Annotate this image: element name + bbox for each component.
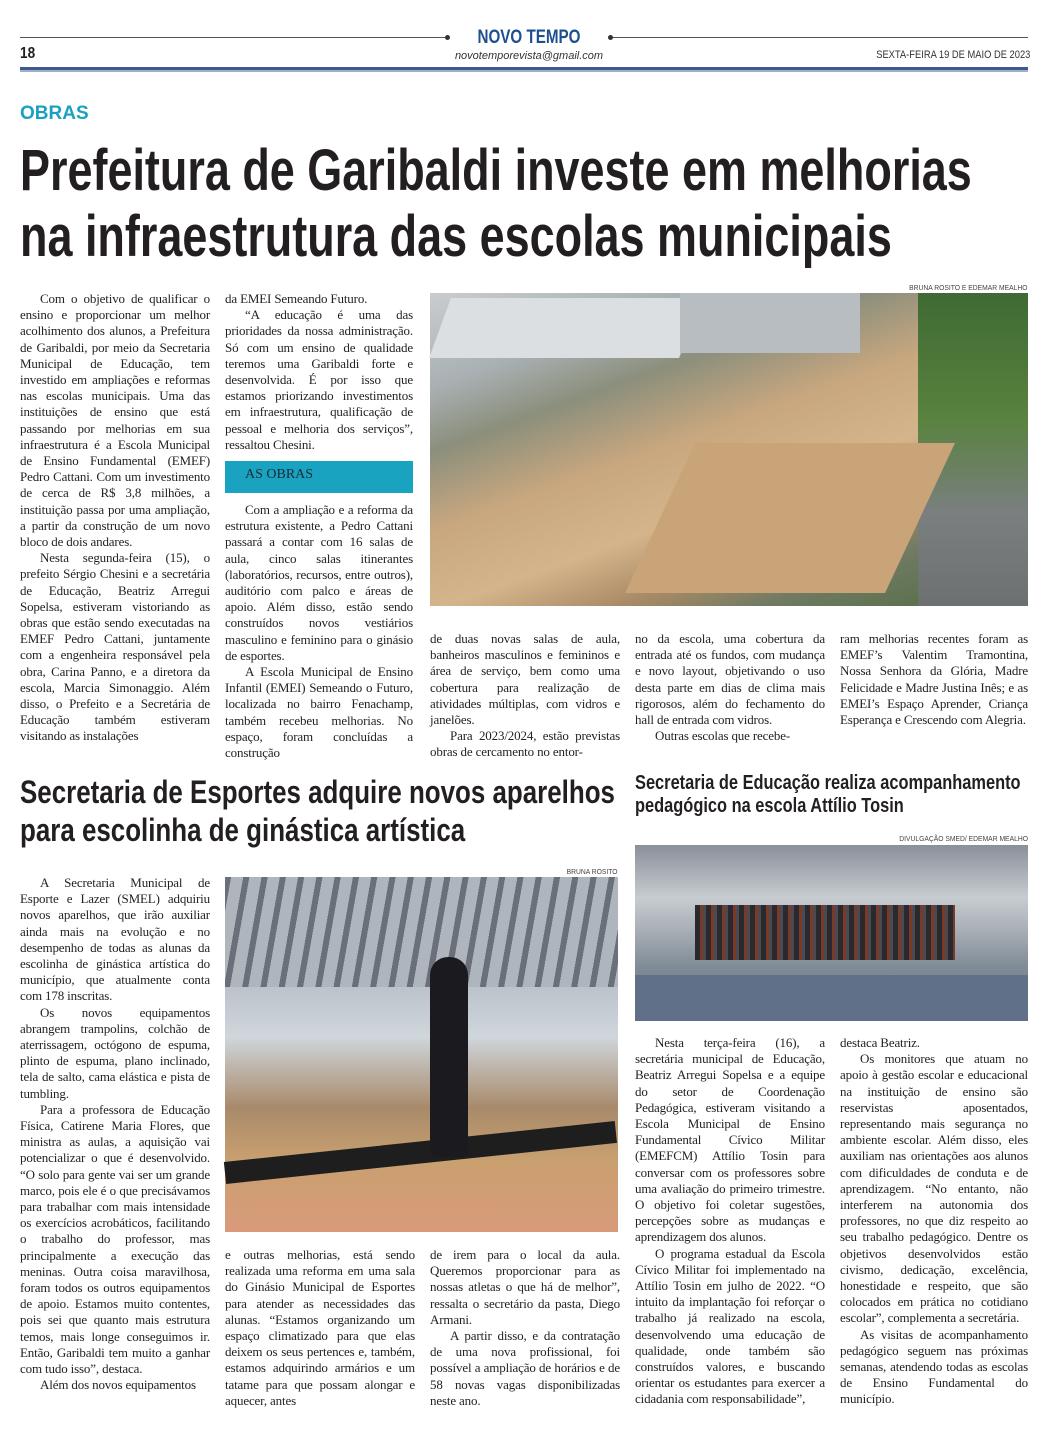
paragraph: As visitas de acompanhamento pedagógico seguem nas próximas semanas, atendendo todas as escolas de Ensino Fundamental do município. bbox=[840, 1326, 1028, 1407]
gymnast-on-beam-photo bbox=[225, 877, 618, 1232]
paragraph: e outras melhorias, está sendo realizada uma reforma em uma sala do Ginásio Municipal de Esportes para atender as necessidades das alunas. “Estamos organizando um espaço climatizado para que elas deixem os seus pertences e, também, estamos adquirindo armários e um tatame para que possam alongar e aquecer, antes bbox=[225, 1247, 415, 1408]
page-number: 18 bbox=[20, 45, 36, 62]
gym-roof-trusses bbox=[225, 877, 618, 987]
headline-line: pedagógico na escola Attílio Tosin bbox=[635, 795, 904, 817]
paragraph: “A educação é uma das prioridades da nossa administração. Só com um ensino de qualidade teremos uma Garibaldi forte e desenvolvida. É por isso que estamos priorizando investimentos em infraestrutura, qualificação de pessoal e melhoria dos serviços”, ressaltou Chesini. bbox=[225, 307, 413, 452]
paragraph: O programa estadual da Escola Cívico Militar foi implementado na Attílio Tosin em julho de 2022. “O intuito da implantação foi reforçar o trabalho já realizado na escola, desenvolvendo uma educação de qualidade, onde também são construídos valores, e buscando orientar os estudantes para exercer a cidadania com responsabilidade”, bbox=[635, 1245, 825, 1407]
article2-column-1 bbox=[20, 875, 210, 1410]
photo-credit: BRUNA ROSITO E EDEMAR MEALHO bbox=[909, 283, 1028, 292]
article3-headline bbox=[635, 772, 1021, 818]
paragraph: de duas novas salas de aula, banheiros masculinos e femininos e área de serviço, bem como uma cobertura para realização de atividades múltiplas, com vidros e janelões. bbox=[430, 631, 620, 728]
article1-column-2b bbox=[225, 502, 413, 761]
headline-line: para escolinha de ginástica artística bbox=[20, 812, 466, 848]
headline-line: na infraestrutura das escolas municipais bbox=[20, 204, 892, 269]
masthead: NOVO TEMPO bbox=[477, 27, 581, 48]
article1-headline bbox=[20, 138, 972, 270]
subhead-as-obras: AS OBRAS bbox=[225, 461, 413, 493]
header-divider-light bbox=[20, 70, 1028, 72]
paragraph: Nesta segunda-feira (15), o prefeito Sérgio Chesini e a secretária de Educação, Beatriz Arregui Sopelsa, estiveram vistoriando as obras que estão sendo executadas na EMEF Pedro Cattani, juntamente com a engenheira responsável pela obra, Carina Panno, e a diretora da escola, Marcia Simonaggio. Além disso, o Prefeito e a Secretária de Educação também estiveram visitando as instalações bbox=[20, 550, 210, 744]
article1-column-4 bbox=[635, 631, 825, 747]
roof-shape bbox=[680, 293, 860, 353]
article2-column-3 bbox=[430, 1247, 620, 1410]
paragraph: destaca Beatriz. bbox=[840, 1035, 920, 1050]
article1-column-3 bbox=[430, 631, 620, 760]
headline-line: Prefeitura de Garibaldi investe em melhorias bbox=[20, 138, 972, 203]
issue-date: SEXTA-FEIRA 19 DE MAIO DE 2023 bbox=[875, 49, 1030, 61]
article1-column-5 bbox=[840, 631, 1028, 747]
gym-floor bbox=[635, 975, 1028, 1021]
paragraph: ram melhorias recentes foram as EMEF’s Valentim Tramontina, Nossa Senhora da Glória, Madre Felicidade e Madre Justina Inês; e as EMEI’s Espaço Aprender, Criança Esperança e Crescendo com Alegria. bbox=[840, 631, 1028, 728]
article3-column-1 bbox=[635, 1035, 825, 1410]
balance-beam bbox=[224, 1121, 617, 1184]
paragraph: da EMEI Semeando Futuro. bbox=[225, 291, 368, 306]
article2-column-2 bbox=[225, 1247, 415, 1410]
section-kicker: OBRAS bbox=[20, 103, 89, 124]
paragraph: Os novos equipamentos abrangem trampolins, colchão de aterrissagem, octógono de espuma, plinto de espuma, plano inclinado, tela de salto, cama elástica e pista de tumbling. bbox=[20, 1004, 210, 1101]
roof-shape bbox=[429, 298, 701, 358]
paragraph: Com a ampliação e a reforma da estrutura existente, a Pedro Cattani passará a contar com 16 salas de aula, cinco salas itinerantes (laboratórios, recursos, entre outros), auditório com palco e áreas de apoio. Além disso, estão sendo construídos novos vestiários masculino e feminino para o ginásio de esportes. bbox=[225, 502, 413, 663]
paragraph: Nesta terça-feira (16), a secretária municipal de Educação, Beatriz Arregui Sopelsa e a equipe do setor de Coordenação Pedagógica, estiveram visitando a Escola Municipal de Ensino Fundamental Cívico Militar (EMEFCM) Attílio Tosin para conversar com os professores sobre uma avaliação do primeiro trimestre. O objetivo foi coletar sugestões, percepções sobre as mudanças e aprendizagem dos alunos. bbox=[635, 1035, 825, 1245]
paragraph: Outras escolas que recebe- bbox=[655, 728, 791, 744]
paragraph: A Escola Municipal de Ensino Infantil (EMEI) Semeando o Futuro, localizada no bairro Fenachamp, também recebeu melhorias. No espaço, foram concluídas a construção bbox=[225, 664, 413, 761]
paragraph: A Secretaria Municipal de Esporte e Lazer (SMEL) adquiriu novos aparelhos, que irão auxiliar ainda mais na evolução e no desempenho de todas as alunas da escolinha de ginástica artística do município, que atualmente conta com 178 inscritas. bbox=[20, 875, 210, 1004]
paragraph: Os monitores que atuam no apoio à gestão escolar e educacional na instituição de ensino são reservistas aposentados, representando mais segurança no ambiente escolar. Além disso, eles auxiliam nas orientações aos alunos com dificuldades de conduta e de aprendizagem. “No entanto, não interferem na autonomia dos professores, no que diz respeito ao seu trabalho pedagógico. Dentre os objetivos desenvolvidos estão civismo, dedicação, excelência, honestidade e respeito, que são colocados em prática no cotidiano escolar”, complementa a secretária. bbox=[840, 1051, 1028, 1326]
gymnast-figure bbox=[430, 957, 468, 1157]
paragraph: Para a professora de Educação Física, Catirene Maria Flores, que ministra as aulas, a aquisição vai potencializar o que é desenvolvido. “O solo para gente vai ser um grande marco, pois ele é o que precisávamos para trabalhar com mais intensidade os exercícios acrobáticos, facilitando o trabalho do professor, mas principalmente a execução das meninas. Outra coisa maravilhosa, foram todos os outros equipamentos de apoio. Estamos muito contentes, pois sei que quanto mais estrutura temos, mais longe conseguimos ir. Então, Garibaldi tem muito a ganhar com tudo isso”, destaca. bbox=[20, 1101, 210, 1377]
students-formation bbox=[695, 905, 955, 960]
photo-credit: DIVULGAÇÃO SMED/ EDEMAR MEALHO bbox=[899, 834, 1028, 843]
photo-credit: BRUNA ROSITO bbox=[567, 867, 618, 876]
aerial-school-construction-photo bbox=[430, 293, 1028, 606]
article1-column-2a bbox=[225, 291, 413, 456]
paragraph: A partir disso, e da contratação de uma nova profissional, foi possível a ampliação de horários e de 58 novas vagas disponibilizadas neste ano. bbox=[430, 1328, 620, 1408]
paragraph: de irem para o local da aula. Queremos proporcionar para as nossas atletas o que há de melhor”, ressalta o secretário da pasta, Diego Armani. bbox=[430, 1247, 620, 1327]
headline-line: Secretaria de Esportes adquire novos aparelhos bbox=[20, 774, 615, 810]
article3-column-2 bbox=[840, 1035, 1028, 1410]
dirt-lot bbox=[625, 443, 955, 593]
contact-email: novotemporevista@gmail.com bbox=[454, 50, 604, 62]
paragraph: Além dos novos equipamentos bbox=[40, 1377, 196, 1393]
students-in-gym-photo bbox=[635, 845, 1028, 1021]
paragraph: no da escola, uma cobertura da entrada até os fundos, com mudança e novo layout, objetivando o uso desta parte em dias de clima mais rigorosos, além do fechamento do hall de entrada com vidros. bbox=[635, 631, 825, 728]
paragraph: Com o objetivo de qualificar o ensino e proporcionar um melhor acolhimento dos alunos, a Prefeitura de Garibaldi, por meio da Secretaria Municipal de Educação, tem investido em ampliações e reformas nas escolas municipais. Uma das instituições de ensino que está passando por melhorias em sua infraestrutura é a Escola Municipal de Ensino Fundamental (EMEF) Pedro Cattani. Com um investimento de cerca de R$ 3,8 milhões, a instituição passa por uma ampliação, a partir da construção de um novo bloco de dois andares. bbox=[20, 291, 210, 550]
article1-column-1 bbox=[20, 291, 210, 747]
paragraph: Para 2023/2024, estão previstas obras de cercamento no entor- bbox=[430, 728, 620, 760]
article2-headline bbox=[20, 773, 615, 849]
headline-line: Secretaria de Educação realiza acompanhamento bbox=[635, 772, 1021, 794]
